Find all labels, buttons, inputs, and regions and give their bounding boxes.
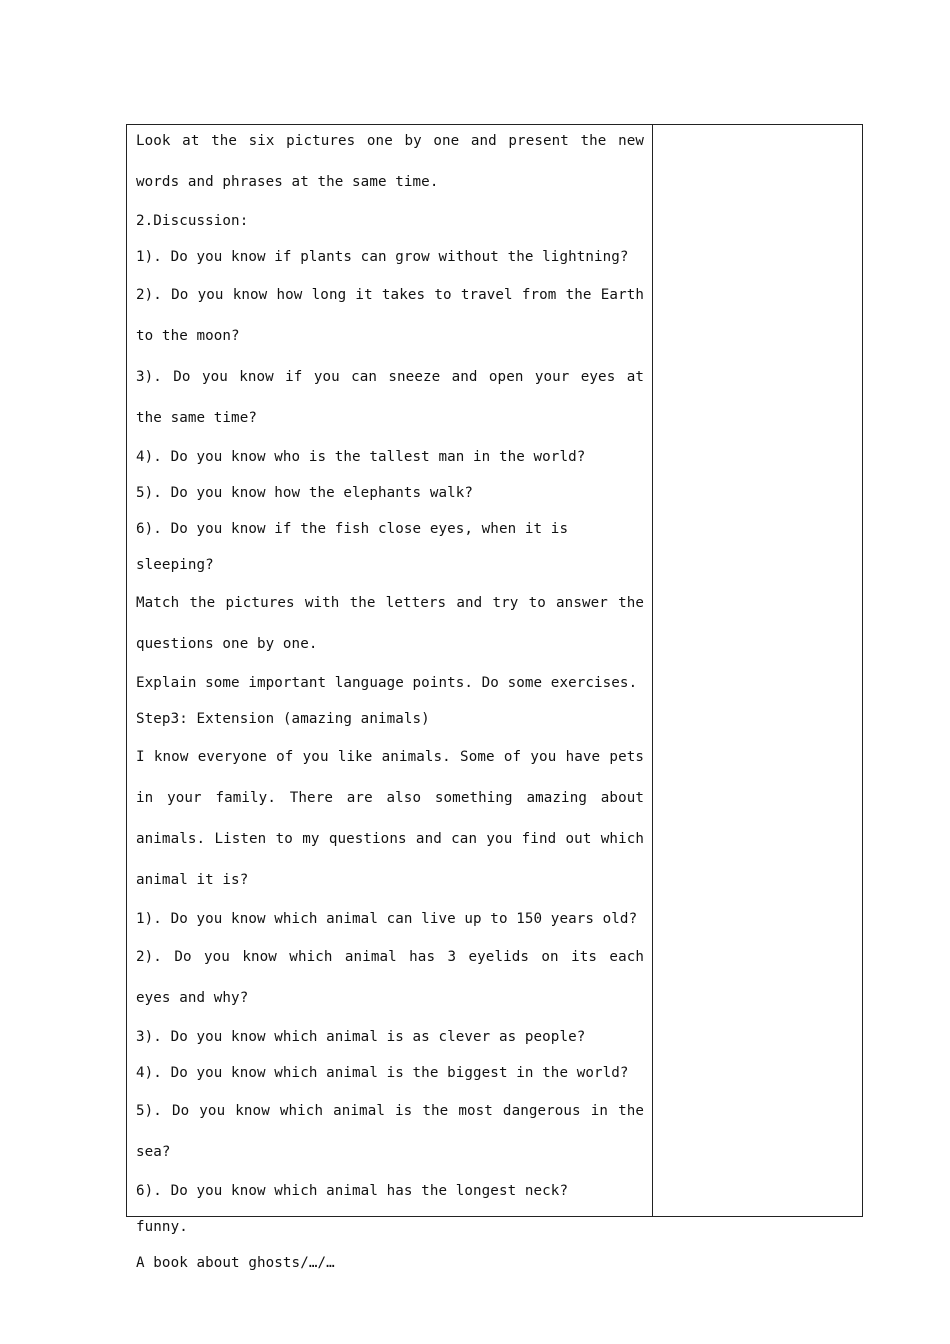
paragraph-match: Match the pictures with the letters and try to answer the questions one by one.	[136, 595, 644, 652]
question-3: 3). Do you know if you can sneeze and open your eyes at the same time?	[136, 369, 644, 426]
paragraph-explain: Explain some important language points. Do some exercises.	[136, 675, 638, 691]
lesson-table	[126, 124, 863, 1271]
question-5: 5). Do you know how the elephants walk?	[136, 485, 474, 501]
notes-cell	[653, 125, 862, 1216]
paragraph-animals-intro: I know everyone of you like animals. Some of you have pets in your family. There are also something amazing about animals. Listen to my questions and can you find out which animal it is?	[136, 749, 644, 888]
paragraph-ghost-book: A book about ghosts/…/…	[136, 1255, 335, 1271]
animal-question-5: 5). Do you know which animal is the most dangerous in the sea?	[136, 1103, 644, 1160]
animal-question-4: 4). Do you know which animal is the biggest in the world?	[136, 1065, 629, 1081]
animal-question-1: 1). Do you know which animal can live up to 150 years old?	[136, 911, 638, 927]
paragraph-intro: Look at the six pictures one by one and present the new words and phrases at the same time.	[136, 133, 644, 190]
animal-question-6: 6). Do you know which animal has the longest neck?	[136, 1183, 569, 1199]
question-1: 1). Do you know if plants can grow without the lightning?	[136, 249, 629, 265]
question-4: 4). Do you know who is the tallest man in the world?	[136, 449, 586, 465]
animal-question-3: 3). Do you know which animal is as clever as people?	[136, 1029, 586, 1045]
paragraph-step3: Step3: Extension (amazing animals)	[136, 711, 430, 727]
paragraph-discussion-heading: 2.Discussion:	[136, 213, 249, 229]
animal-question-2: 2). Do you know which animal has 3 eyelids on its each eyes and why?	[136, 949, 644, 1006]
question-6: 6). Do you know if the fish close eyes, when it is sleeping?	[136, 521, 569, 573]
paragraph-funny: funny.	[136, 1219, 188, 1235]
question-2: 2). Do you know how long it takes to travel from the Earth to the moon?	[136, 287, 644, 344]
lesson-content-cell	[136, 125, 644, 1271]
